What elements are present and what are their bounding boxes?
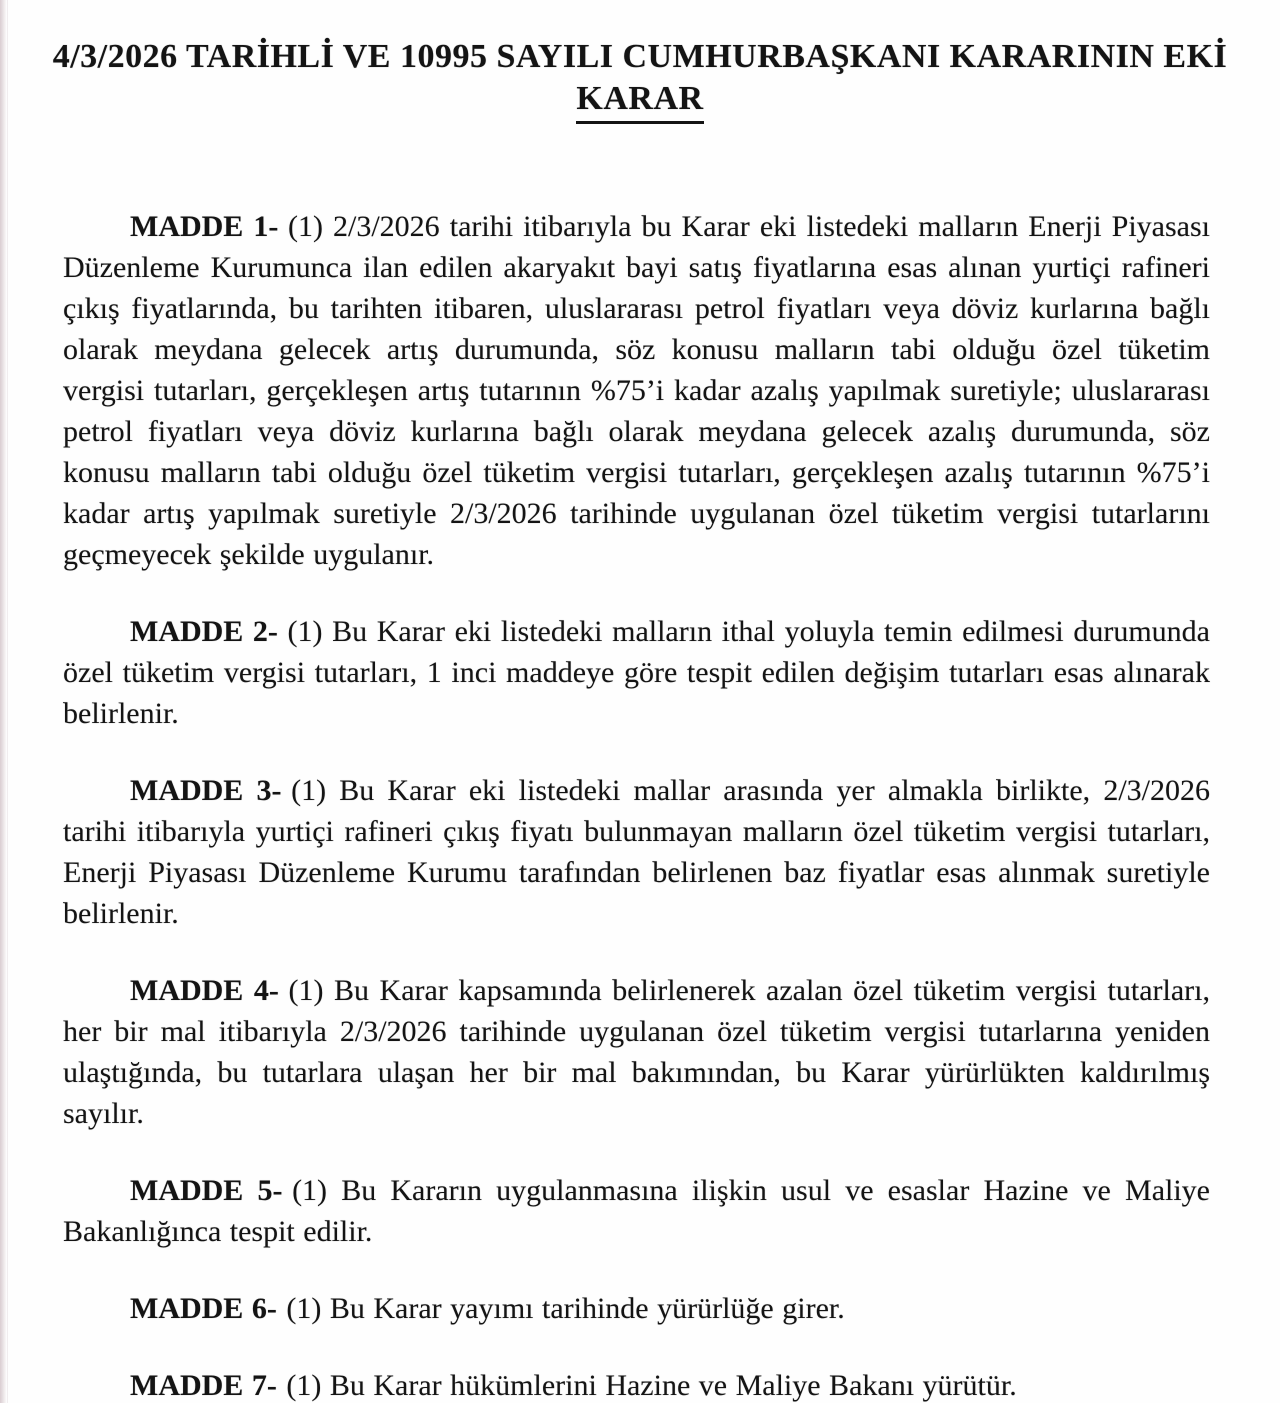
article-3-paragraph (63, 770, 1210, 934)
article-6-label: MADDE 6- (130, 1292, 277, 1325)
article-2-label: MADDE 2- (130, 615, 278, 648)
article-5-paragraph (63, 1170, 1210, 1252)
decree-title-block (0, 0, 1280, 124)
article-5-label: MADDE 5- (130, 1174, 283, 1207)
decree-title-line2 (0, 78, 1280, 124)
article-4-label: MADDE 4- (130, 974, 279, 1007)
article-3-text: (1) Bu Karar eki listedeki mallar arasında yer almakla birlikte, 2/3/2026 tarihi itibarıyla yurtiçi rafineri çıkış fiyatı bulunmayan malların özel tüketim vergisi tutarları, Enerji Piyasası Düzenleme Kurumu tarafından belirlenen baz fiyatlar esas alınmak suretiyle belirlenir. (63, 774, 1210, 930)
article-1-text: (1) 2/3/2026 tarihi itibarıyla bu Karar eki listedeki malların Enerji Piyasası Düzenleme Kurumunca ilan edilen akaryakıt bayi satış fiyatlarına esas alınan yurtiçi rafineri çıkış fiyatlarında, bu tarihten itibaren, uluslararası petrol fiyatları veya döviz kurlarına bağlı olarak meydana gelecek artış durumunda, söz konusu malların tabi olduğu özel tüketim vergisi tutarları, gerçekleşen artış tutarının %75’i kadar azalış yapılmak suretiyle; uluslararası petrol fiyatları veya döviz kurlarına bağlı olarak meydana gelecek azalış durumunda, söz konusu malların tabi olduğu özel tüketim vergisi tutarları, gerçekleşen azalış tutarının %75’i kadar artış yapılmak suretiyle 2/3/2026 tarihinde uygulanan özel tüketim vergisi tutarlarını geçmeyecek şekilde uygulanır. (63, 210, 1210, 571)
article-7-label: MADDE 7- (130, 1369, 277, 1402)
article-4-paragraph (63, 970, 1210, 1134)
article-1-label: MADDE 1- (130, 210, 279, 243)
decree-title-line1: 4/3/2026 TARİHLİ VE 10995 SAYILI CUMHURBAŞKANI KARARININ EKİ (52, 38, 1228, 75)
article-1-paragraph (63, 206, 1210, 575)
decree-body (0, 206, 1280, 1403)
article-7-paragraph (63, 1365, 1210, 1403)
article-5-text: (1) Bu Kararın uygulanmasına ilişkin usul ve esaslar Hazine ve Maliye Bakanlığınca tespit edilir. (63, 1174, 1210, 1248)
article-7-text: (1) Bu Karar hükümlerini Hazine ve Maliye Bakanı yürütür. (286, 1369, 1017, 1402)
article-2-paragraph (63, 611, 1210, 734)
article-4-text: (1) Bu Karar kapsamında belirlenerek azalan özel tüketim vergisi tutarları, her bir mal itibarıyla 2/3/2026 tarihinde uygulanan özel tüketim vergisi tutarlarına yeniden ulaştığında, bu tutarlara ulaşan her bir mal bakımından, bu Karar yürürlükten kaldırılmış sayılır. (63, 974, 1211, 1130)
article-6-paragraph (63, 1288, 1210, 1329)
decree-title-karar: KARAR (576, 78, 703, 124)
article-6-text: (1) Bu Karar yayımı tarihinde yürürlüğe girer. (286, 1292, 845, 1325)
scan-edge-artifact (0, 0, 8, 1403)
article-2-text: (1) Bu Karar eki listedeki malların ithal yoluyla temin edilmesi durumunda özel tüketim vergisi tutarları, 1 inci maddeye göre tespit edilen değişim tutarları esas alınarak belirlenir. (63, 615, 1211, 730)
article-3-label: MADDE 3- (130, 774, 282, 807)
